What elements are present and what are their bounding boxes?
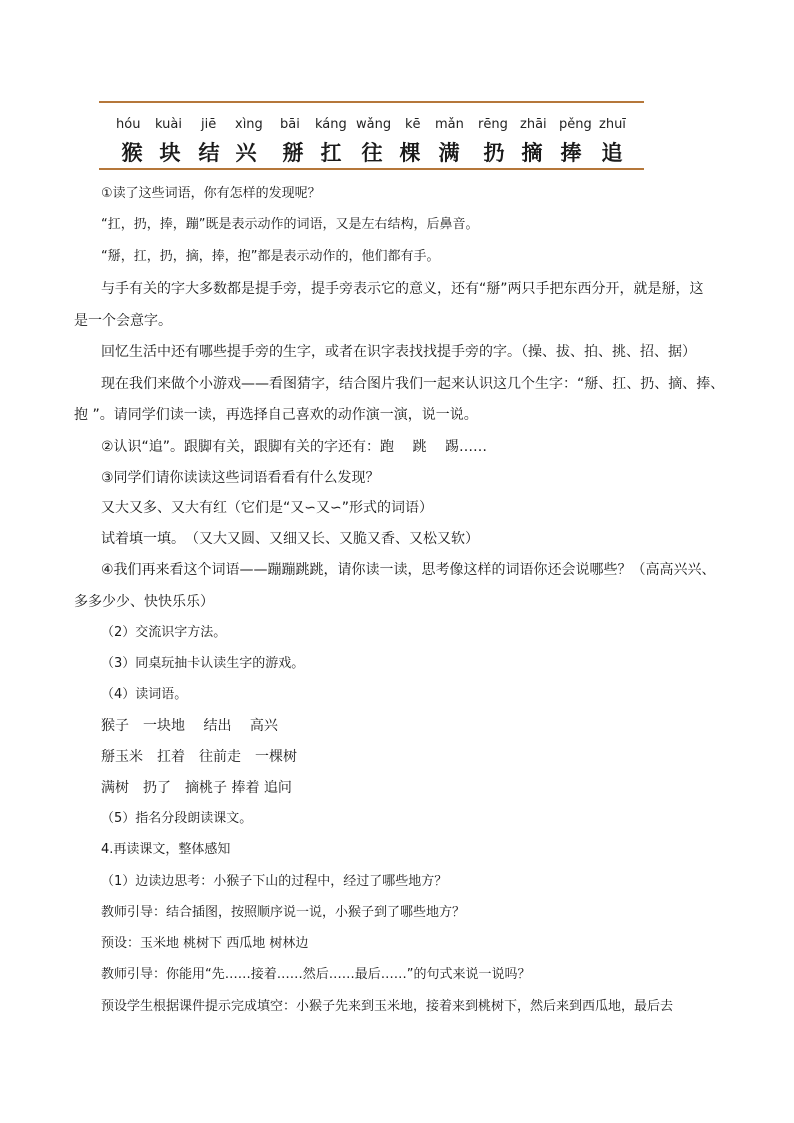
pinyin: pěng (559, 117, 592, 132)
step-2: （2）交流识字方法。 (101, 625, 227, 640)
hanzi: 结 (198, 140, 220, 165)
question-4: ④我们再来看这个词语——蹦蹦跳跳，请你读一读，思考像这样的词语你还会说哪些？（高高兴兴、 (101, 562, 716, 578)
hanzi: 块 (159, 140, 181, 165)
pinyin: kuài (155, 117, 182, 132)
paragraph-line: 与手有关的字大多数都是提手旁，提手旁表示它的意义，还有“掰”两只手把东西分开，就是掰，这 (101, 281, 704, 297)
hanzi-row (99, 140, 644, 164)
pinyin: rēng (478, 117, 508, 132)
vocabulary-table (99, 101, 644, 171)
paragraph-line: 又大又多、又大有红（它们是“又∽又∽”形式的词语） (101, 500, 433, 516)
bottom-rule (99, 168, 644, 170)
hanzi: 追 (601, 140, 623, 165)
hanzi: 掰 (282, 140, 304, 165)
paragraph-line: 试着填一填。 （又大又圆、又细又长、又脆又香、又松又软） (101, 531, 479, 547)
hanzi: 捧 (560, 140, 582, 165)
paragraph-line: 回忆生活中还有哪些提手旁的生字，或者在识字表找找提手旁的字。（操、拔、拍、挑、招、据） (101, 344, 696, 360)
pinyin: bāi (280, 117, 300, 132)
question-3: ③同学们请你读读这些词语看看有什么发现？ (101, 470, 380, 486)
answer-line: “扛，扔，捧，蹦”既是表示动作的词语，又是左右结构，后鼻音。 (101, 217, 479, 232)
question-1: ①读了这些词语，你有怎样的发现呢？ (101, 186, 321, 201)
hanzi: 猴 (121, 140, 143, 165)
hanzi: 兴 (235, 140, 257, 165)
step-5: （5）指名分段朗读课文。 (101, 811, 253, 826)
teacher-guide: 教师引导：结合插图，按照顺序说一说，小猴子到了哪些地方？ (101, 905, 466, 920)
word-list-row: 满树 扔了 摘桃子 捧着 追问 (101, 780, 292, 796)
step-4: （4）读词语。 (101, 687, 188, 702)
pinyin: wǎng (356, 117, 392, 132)
section-heading: 4.再读课文，整体感知 (101, 842, 231, 857)
step-3: （3）同桌玩抽卡认读生字的游戏。 (101, 656, 305, 671)
pinyin: hóu (116, 117, 141, 132)
hanzi: 扔 (483, 140, 505, 165)
pinyin: mǎn (435, 117, 464, 132)
hanzi: 棵 (399, 140, 421, 165)
pinyin: káng (315, 117, 347, 132)
pinyin: zhāi (520, 117, 547, 132)
preset-answer: 预设学生根据课件提示完成填空：小猴子先来到玉米地，接着来到桃树下，然后来到西瓜地，最后去 (101, 999, 674, 1014)
teacher-guide: 教师引导：你能用“先……接着……然后……最后……”的句式来说一说吗？ (101, 967, 531, 982)
pinyin: kē (405, 117, 421, 132)
pinyin: jiē (201, 117, 217, 132)
paragraph-line: 现在我们来做个小游戏——看图猜字，结合图片我们一起来认识这几个生字：“掰、扛、扔、摘、捧、 (101, 376, 725, 392)
paragraph-line: 是一个会意字。 (74, 313, 172, 329)
question-2: ②认识“追”。跟脚有关，跟脚有关的字还有：跑 跳 踢…… (101, 439, 487, 455)
paragraph-line: 抱 ”。请同学们读一读，再选择自己喜欢的动作演一演，说一说。 (74, 407, 478, 423)
pinyin: xìng (235, 117, 263, 132)
pinyin-row (99, 115, 644, 139)
paragraph-line: 多多少少、快快乐乐） (74, 594, 214, 610)
top-rule (99, 101, 644, 103)
answer-line: “掰，扛，扔，摘，捧，抱”都是表示动作的，他们都有手。 (101, 249, 440, 264)
hanzi: 满 (438, 140, 460, 165)
hanzi: 摘 (521, 140, 543, 165)
word-list-row: 掰玉米 扛着 往前走 一棵树 (101, 749, 297, 765)
word-list-row: 猴子 一块地 结出 高兴 (101, 718, 278, 734)
hanzi: 往 (361, 140, 383, 165)
question-line: （1）边读边思考：小猴子下山的过程中，经过了哪些地方？ (101, 874, 448, 889)
hanzi: 扛 (320, 140, 342, 165)
pinyin: zhuī (599, 117, 626, 132)
preset-answer: 预设：玉米地 桃树下 西瓜地 树林边 (101, 936, 309, 951)
